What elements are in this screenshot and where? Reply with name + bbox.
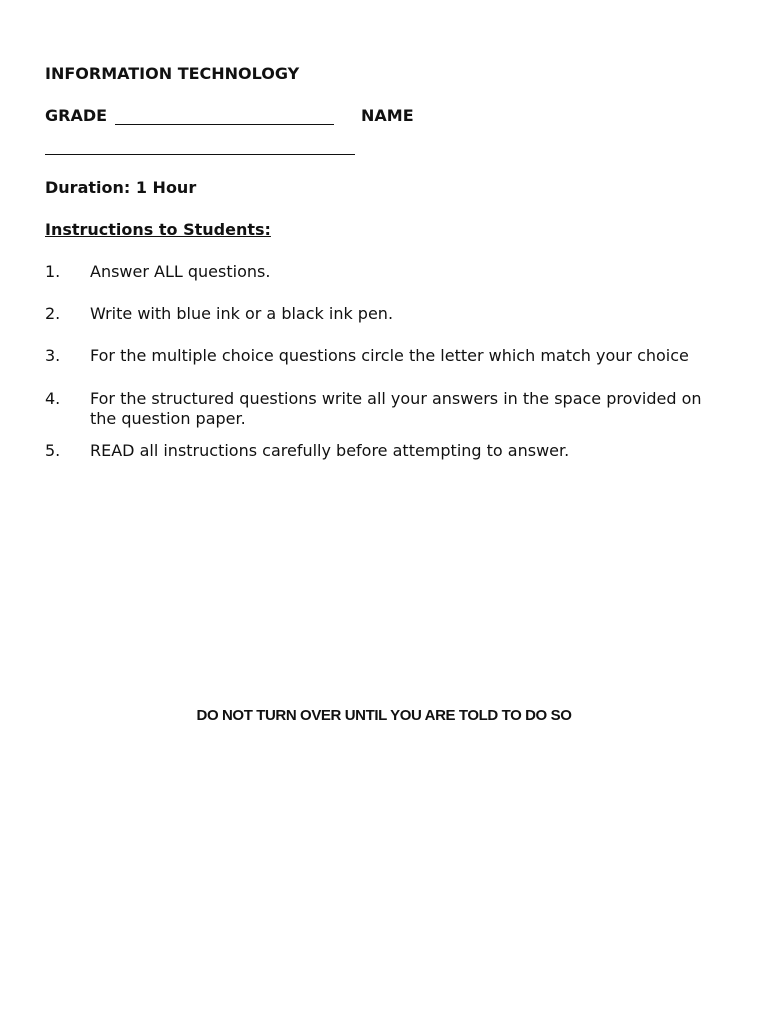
grade-label: GRADE (45, 106, 108, 125)
instruction-text: For the multiple choice questions circle the letter which match your choice (90, 346, 689, 365)
instructions-heading: Instructions to Students: (45, 220, 271, 239)
instruction-number: 4. (45, 389, 61, 408)
subject-title: INFORMATION TECHNOLOGY (45, 64, 300, 83)
do-not-turn-over-warning: DO NOT TURN OVER UNTIL YOU ARE TOLD TO DO SO (196, 707, 572, 724)
instruction-number: 3. (45, 346, 61, 365)
instruction-text: Answer ALL questions. (90, 262, 271, 281)
instruction-text: READ all instructions carefully before attempting to answer. (90, 441, 570, 460)
instruction-text: Write with blue ink or a black ink pen. (90, 304, 394, 323)
instruction-number: 2. (45, 304, 61, 323)
name-label: NAME (361, 106, 414, 125)
name-input-line (45, 154, 355, 155)
instruction-number: 5. (45, 441, 61, 460)
duration-label: Duration: 1 Hour (45, 178, 197, 197)
instruction-number: 1. (45, 262, 61, 281)
grade-input-line (115, 124, 334, 125)
instruction-text: For the structured questions write all your answers in the space provided on the question paper. (90, 389, 702, 428)
